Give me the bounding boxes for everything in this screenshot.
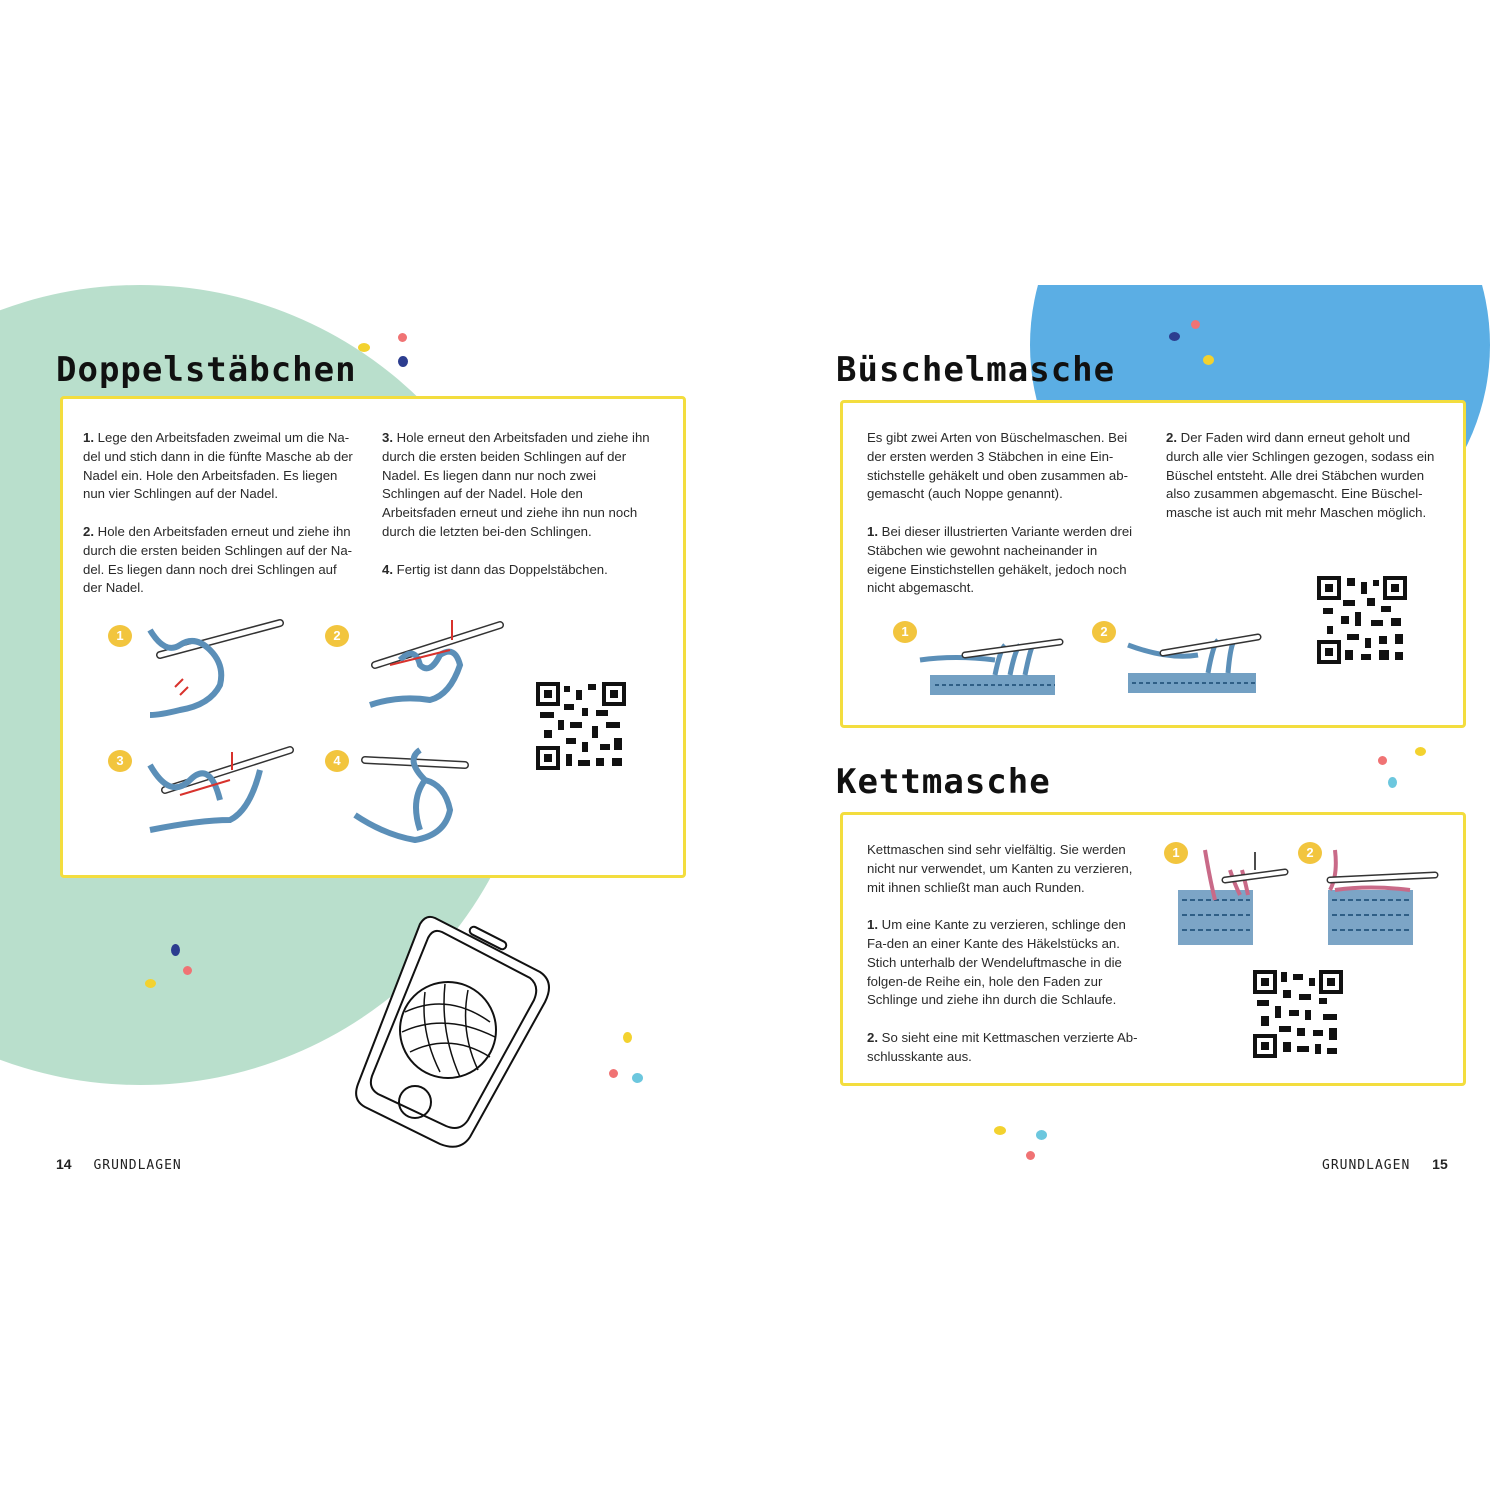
title-bueschelmasche: Büschelmasche	[836, 350, 1116, 390]
step-number: 4.	[382, 561, 393, 577]
section-label: GRUNDLAGEN	[1322, 1158, 1411, 1173]
step-number: 2.	[1166, 430, 1177, 445]
kettmasche-illustration-step-2	[1310, 840, 1440, 950]
step-text: Lege den Arbeitsfaden zweimal um die Na-del und stich dann in die fünfte Masche ab der Nadel ein. Hole den Arbeitsfaden. Es liegen nun vier Schlingen auf der Nadel.	[83, 430, 353, 502]
step-badge-3: 3	[108, 750, 132, 772]
crochet-illustration-step-4	[345, 740, 475, 850]
crochet-illustration-step-3	[140, 740, 300, 840]
footer-right	[1322, 1156, 1448, 1173]
step-text: So sieht eine mit Kettmaschen verzierte Ab-schlusskante aus.	[867, 1029, 1138, 1064]
step-badge-1: 1	[108, 625, 132, 647]
step-text: Bei dieser illustrierten Variante werden drei Stäbchen wie gewohnt nacheinander in eigene Einstichstellen gehäkelt, jedoch noch nicht abgemascht.	[867, 523, 1133, 596]
crochet-illustration-step-1	[140, 615, 290, 725]
instructions-col-1	[83, 429, 355, 617]
section-label: GRUNDLAGEN	[93, 1158, 182, 1173]
page-number: 15	[1432, 1156, 1448, 1172]
instructions-col-1	[867, 841, 1139, 1085]
step-text: Um eine Kante zu verzieren, schlinge den Fa-den an einer Kante des Häkelstücks an. Stich unterhalb der Wendeluftmasche in die folgen-de Reihe ein, hole den Faden zur Schlinge und ziehe ihn durch die Schlaufe.	[867, 917, 1126, 1008]
step-text: Hole den Arbeitsfaden erneut und ziehe ihn durch die ersten beiden Schlingen auf der Na-del. Es liegen dann noch drei Schlingen auf der Nadel.	[83, 523, 353, 596]
step-badge-1: 1	[1164, 842, 1188, 864]
step-badge-2: 2	[1298, 842, 1322, 864]
step-number: 2.	[867, 1029, 878, 1045]
qr-code-bueschelmasche	[1317, 576, 1407, 664]
qr-code-kettmasche	[1253, 970, 1343, 1058]
step-number: 1.	[867, 917, 878, 933]
step-number: 3.	[382, 430, 393, 445]
title-kettmasche: Kettmasche	[836, 762, 1051, 802]
step-text: Fertig ist dann das Doppelstäbchen.	[396, 561, 608, 577]
phone-yarn-illustration	[350, 912, 555, 1152]
title-doppelstaebchen: Doppelstäbchen	[56, 350, 357, 390]
step-badge-1: 1	[893, 621, 917, 643]
step-text: Hole erneut den Arbeitsfaden und ziehe ihn durch die ersten beiden Schlingen auf der Nadel. Es liegen dann nur noch zwei Schlingen auf der Nadel. Hole den Arbeitsfaden erneut und ziehe ihn nun noch durch die letzten bei-den Schlingen.	[382, 430, 650, 539]
instructions-col-2	[382, 429, 654, 598]
step-number: 2.	[83, 523, 94, 539]
step-badge-2: 2	[1092, 621, 1116, 643]
step-text: Der Faden wird dann erneut geholt und durch alle vier Schlingen gezogen, sodass ein Büschel entsteht. Alle drei Stäbchen wurden also zusammen abgemascht. Eine Büschel-masche ist auch mit mehr Maschen möglich.	[1166, 430, 1435, 521]
bueschel-illustration-step-2	[1118, 625, 1263, 700]
step-number: 1.	[867, 523, 878, 539]
instructions-col-1	[867, 429, 1139, 617]
instructions-col-2	[1166, 429, 1438, 542]
bueschel-illustration-step-1	[915, 630, 1065, 700]
qr-code-doppelstaebchen	[536, 682, 626, 770]
crochet-illustration-step-2	[360, 615, 510, 715]
step-badge-4: 4	[325, 750, 349, 772]
step-number: 1.	[83, 430, 94, 445]
footer-left	[56, 1156, 182, 1173]
kettmasche-illustration-step-1	[1170, 840, 1290, 950]
step-badge-2: 2	[325, 625, 349, 647]
page-number: 14	[56, 1156, 72, 1172]
intro-text: Kettmaschen sind sehr vielfältig. Sie werden nicht nur verwendet, um Kanten zu verzieren, mit ihnen schließt man auch Runden.	[867, 842, 1133, 895]
intro-text: Es gibt zwei Arten von Büschelmaschen. Bei der ersten werden 3 Stäbchen in eine Ein-stichstelle gehäkelt und oben zusammen ab-gemascht (auch Noppe genannt).	[867, 430, 1128, 502]
